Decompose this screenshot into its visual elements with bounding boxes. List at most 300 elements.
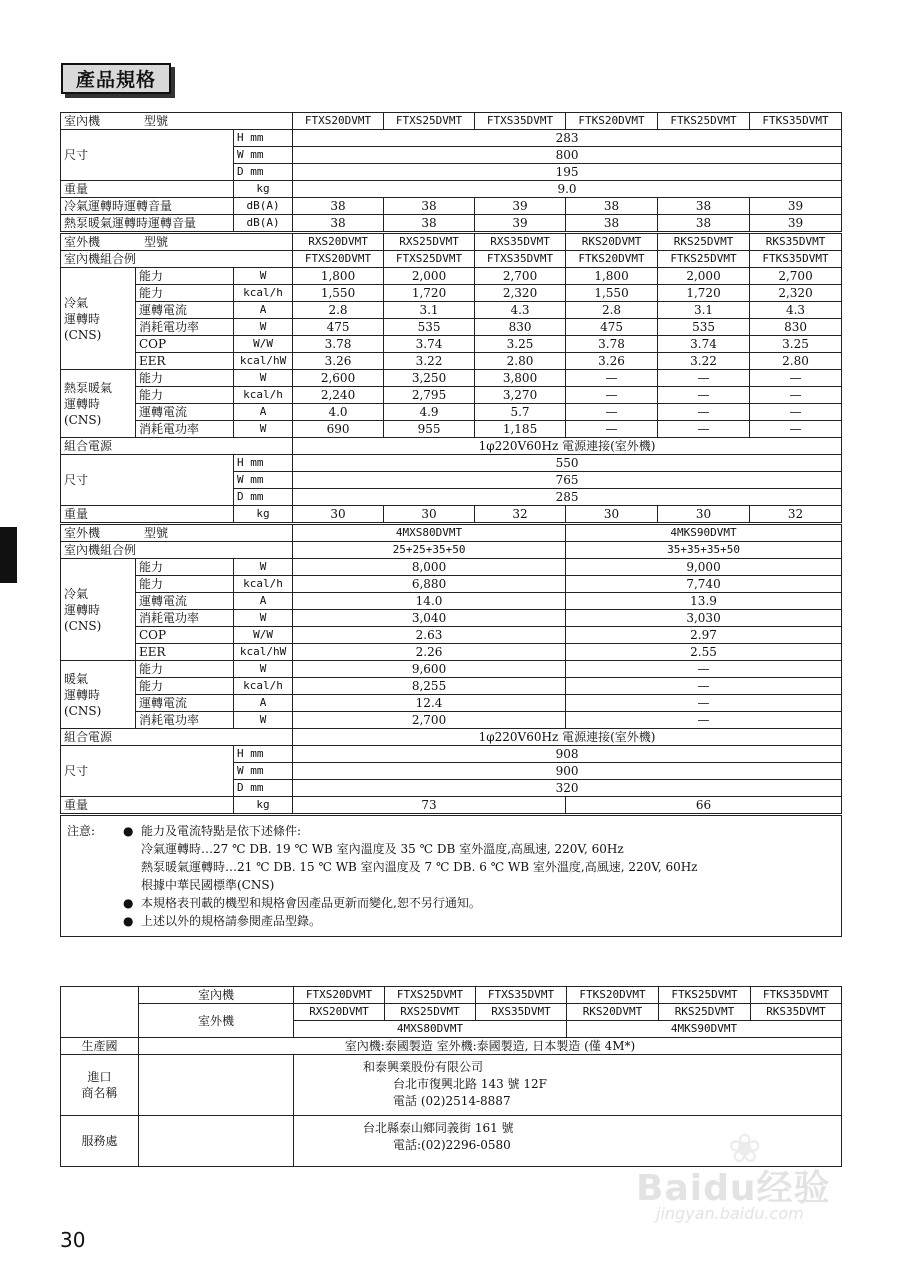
size-label: 尺寸 [61, 130, 234, 181]
model-header-cell [61, 233, 293, 251]
metric-label: 消耗電功率 [136, 712, 234, 729]
metric-value: 1,800 [566, 268, 658, 285]
spec-row [61, 319, 842, 336]
bullet-icon: ● [123, 914, 134, 928]
spec-row [61, 336, 842, 353]
power-value: 1φ220V60Hz 電源連接(室外機) [293, 729, 842, 746]
dim-unit: mm [250, 456, 264, 469]
spec-row [61, 387, 842, 404]
dim-label [234, 489, 293, 506]
type-label: 型號 [144, 526, 169, 540]
metric-value: 1,550 [566, 285, 658, 302]
importer-label-line: 商名稱 [81, 1086, 118, 1100]
info-outdoor-model: RKS20DVMT [567, 1004, 659, 1021]
info-outdoor-model: RKS25DVMT [659, 1004, 751, 1021]
metric-unit: W [234, 370, 293, 387]
spec-row [61, 113, 842, 130]
origin-value: 室內機:泰國製造 室外機:泰國製造, 日本製造 (僅 4M*) [139, 1038, 842, 1055]
metric-value: 2,700 [475, 268, 566, 285]
dim-label [234, 763, 293, 780]
metric-value: 2.80 [475, 353, 566, 370]
noise-value: 38 [658, 198, 750, 215]
metric-value: 2,000 [658, 268, 750, 285]
info-indoor-model: FTKS20DVMT [567, 987, 659, 1004]
metric-label: EER [136, 644, 234, 661]
importer-label-line: 進口 [87, 1070, 112, 1084]
metric-value: 5.7 [475, 404, 566, 421]
metric-value: 8,000 [293, 559, 566, 576]
metric-unit: W/W [234, 627, 293, 644]
metric-label: EER [136, 353, 234, 370]
group-label-line: 運轉時 [64, 602, 101, 617]
model-label: 室內機 [64, 114, 101, 128]
dim-axis: D [237, 781, 244, 794]
metric-value: 1,185 [475, 421, 566, 438]
metric-value: — [658, 404, 750, 421]
model-name: RXS20DVMT [293, 233, 384, 251]
metric-value: 3,040 [293, 610, 566, 627]
metric-value: 2,700 [293, 712, 566, 729]
info-indoor-model: FTXS25DVMT [385, 987, 476, 1004]
dim-value: 800 [293, 147, 842, 164]
metric-value: 2.80 [750, 353, 842, 370]
metric-value: — [566, 695, 842, 712]
info-table [60, 986, 842, 1167]
watermark [632, 1126, 842, 1232]
info-outdoor-multi: 4MKS90DVMT [567, 1021, 842, 1038]
metric-value: 535 [384, 319, 475, 336]
metric-unit: kcal/hW [234, 353, 293, 370]
metric-unit: W/W [234, 336, 293, 353]
dim-value: 195 [293, 164, 842, 181]
type-label: 型號 [144, 235, 169, 249]
metric-label: COP [136, 336, 234, 353]
paw-icon: ❀ [728, 1126, 762, 1172]
spec-row [61, 559, 842, 576]
combo-value: 35+35+35+50 [566, 542, 842, 559]
dim-label [234, 455, 293, 472]
metric-value: 3.1 [658, 302, 750, 319]
info-outdoor-model: RKS35DVMT [751, 1004, 842, 1021]
noise-unit: dB(A) [234, 215, 293, 233]
spec-row [61, 506, 842, 524]
dim-label [234, 164, 293, 181]
service-address: 台北縣泰山鄉同義街 161 號 [363, 1121, 514, 1135]
combo-value: 25+25+35+50 [293, 542, 566, 559]
metric-unit: A [234, 302, 293, 319]
spec-row [61, 215, 842, 233]
metric-label: 能力 [136, 661, 234, 678]
noise-value: 38 [293, 198, 384, 215]
metric-value: 475 [293, 319, 384, 336]
metric-value: 4.9 [384, 404, 475, 421]
spec-row [61, 661, 842, 678]
metric-value: 2.8 [293, 302, 384, 319]
metric-label: 能力 [136, 268, 234, 285]
metric-label: 能力 [136, 285, 234, 302]
spec-row [61, 370, 842, 387]
service-label: 服務處 [61, 1116, 139, 1167]
metric-label: 能力 [136, 559, 234, 576]
note-condition: 熱泵暖氣運轉時…21 ℃ DB. 15 ℃ WB 室內溫度及 7 ℃ DB. 6 ℃ WB 室外溫度,高風速, 220V, 60Hz [141, 860, 698, 874]
heat-group-label [61, 370, 136, 438]
metric-value: 3,800 [475, 370, 566, 387]
metric-value: 690 [293, 421, 384, 438]
group-label-line: 熱泵暖氣 [64, 380, 113, 395]
weight-value: 30 [293, 506, 384, 524]
combo-model: FTXS35DVMT [475, 251, 566, 268]
metric-value: 3.25 [750, 336, 842, 353]
metric-value: — [566, 661, 842, 678]
note-item: 能力及電流特點是依下述條件: [141, 824, 302, 838]
metric-label: 運轉電流 [136, 404, 234, 421]
model-name: RXS35DVMT [475, 233, 566, 251]
dim-unit: mm [250, 747, 264, 760]
weight-value: 32 [750, 506, 842, 524]
spec-row [61, 130, 842, 147]
spec-row [61, 181, 842, 198]
noise-value: 39 [750, 198, 842, 215]
metric-value: 2.97 [566, 627, 842, 644]
spec-row [61, 524, 842, 542]
metric-value: 3.74 [384, 336, 475, 353]
metric-value: 3.25 [475, 336, 566, 353]
noise-unit: dB(A) [234, 198, 293, 215]
origin-label: 生產國 [61, 1038, 139, 1055]
info-outdoor-model: RXS25DVMT [385, 1004, 476, 1021]
dim-label [234, 472, 293, 489]
info-indoor-model: FTKS35DVMT [751, 987, 842, 1004]
metric-label: 能力 [136, 370, 234, 387]
dim-unit: mm [250, 165, 264, 178]
spec-row [61, 302, 842, 319]
note-condition: 根據中華民國標準(CNS) [141, 878, 275, 892]
info-model-blank [61, 987, 139, 1038]
metric-value: — [566, 421, 658, 438]
service-phone: 電話:(02)2296-0580 [393, 1138, 511, 1152]
info-outdoor-multi: 4MXS80DVMT [294, 1021, 567, 1038]
info-indoor-model: FTXS35DVMT [476, 987, 567, 1004]
group-label-line: 運轉時 [64, 396, 101, 411]
spec-row [61, 746, 842, 763]
metric-value: 2,700 [750, 268, 842, 285]
model-name: RKS35DVMT [750, 233, 842, 251]
metric-value: 1,720 [384, 285, 475, 302]
metric-unit: kcal/hW [234, 644, 293, 661]
noise-value: 38 [384, 215, 475, 233]
spec-row [61, 233, 842, 251]
spec-row [61, 251, 842, 268]
weight-unit: kg [234, 797, 293, 815]
metric-label: 能力 [136, 678, 234, 695]
metric-unit: kcal/h [234, 678, 293, 695]
model-label: 室外機 [64, 235, 101, 249]
spec-row [61, 729, 842, 746]
spec-row [61, 797, 842, 815]
group-label-line: 冷氣 [64, 586, 89, 601]
metric-value: 3.1 [384, 302, 475, 319]
noise-value: 39 [475, 215, 566, 233]
dim-axis: H [237, 747, 244, 760]
spec-row [61, 404, 842, 421]
metric-unit: A [234, 593, 293, 610]
info-indoor-model: FTXS20DVMT [294, 987, 385, 1004]
spec-row [61, 644, 842, 661]
model-name: FTXS25DVMT [384, 113, 475, 130]
model-label: 室外機 [64, 526, 101, 540]
combo-model: FTKS35DVMT [750, 251, 842, 268]
metric-value: 4.0 [293, 404, 384, 421]
notes-cell [61, 815, 842, 937]
noise-value: 38 [566, 198, 658, 215]
importer-label [61, 1055, 139, 1116]
dim-value: 550 [293, 455, 842, 472]
info-outdoor-label: 室外機 [139, 1004, 294, 1038]
metric-value: 9,600 [293, 661, 566, 678]
model-name: FTKS20DVMT [566, 113, 658, 130]
metric-value: 3.78 [566, 336, 658, 353]
section-title: 產品規格 [61, 63, 171, 94]
metric-unit: W [234, 610, 293, 627]
spec-row [61, 627, 842, 644]
dim-value: 765 [293, 472, 842, 489]
model-name: 4MKS90DVMT [566, 524, 842, 542]
metric-value: 830 [475, 319, 566, 336]
dim-unit: mm [250, 473, 264, 486]
notes-label: 注意: [67, 824, 96, 838]
weight-unit: kg [234, 181, 293, 198]
metric-value: 1,800 [293, 268, 384, 285]
combo-model: FTKS20DVMT [566, 251, 658, 268]
bullet-icon: ● [123, 896, 134, 910]
info-outdoor-model: RXS20DVMT [294, 1004, 385, 1021]
importer-phone: 電話 (02)2514-8887 [393, 1094, 511, 1108]
model-name: FTXS35DVMT [475, 113, 566, 130]
group-label-line: (CNS) [64, 412, 102, 427]
weight-label: 重量 [61, 506, 234, 524]
model-name: RKS20DVMT [566, 233, 658, 251]
metric-label: 運轉電流 [136, 593, 234, 610]
metric-value: — [658, 387, 750, 404]
metric-value: — [750, 370, 842, 387]
spec-row [61, 438, 842, 455]
group-label-line: 暖氣 [64, 671, 89, 686]
dim-axis: H [237, 456, 244, 469]
metric-value: 3.74 [658, 336, 750, 353]
group-label-line: (CNS) [64, 327, 102, 342]
spec-row [61, 285, 842, 302]
weight-value: 9.0 [293, 181, 842, 198]
weight-value: 30 [566, 506, 658, 524]
metric-value: — [750, 421, 842, 438]
metric-value: 3.26 [293, 353, 384, 370]
combo-model: FTXS20DVMT [293, 251, 384, 268]
dim-label [234, 130, 293, 147]
metric-value: 4.3 [750, 302, 842, 319]
info-outdoor-model: RXS35DVMT [476, 1004, 567, 1021]
group-label-line: (CNS) [64, 703, 102, 718]
metric-value: 3,270 [475, 387, 566, 404]
metric-unit: W [234, 712, 293, 729]
metric-label: 能力 [136, 387, 234, 404]
metric-value: 2,320 [750, 285, 842, 302]
size-label: 尺寸 [61, 746, 234, 797]
spec-table [60, 112, 842, 937]
cool-group-label [61, 268, 136, 370]
importer-block [294, 1055, 842, 1116]
metric-unit: W [234, 268, 293, 285]
noise-value: 38 [384, 198, 475, 215]
weight-label: 重量 [61, 181, 234, 198]
model-name: FTKS25DVMT [658, 113, 750, 130]
importer-name: 和泰興業股份有限公司 [363, 1060, 484, 1074]
spec-row [61, 712, 842, 729]
noise-value: 38 [658, 215, 750, 233]
watermark-url: jingyan.baidu.com [656, 1204, 804, 1223]
metric-value: 535 [658, 319, 750, 336]
group-label-line: 運轉時 [64, 311, 101, 326]
heat-group-label [61, 661, 136, 729]
spec-row [61, 455, 842, 472]
metric-value: 3.26 [566, 353, 658, 370]
dim-axis: W [237, 148, 244, 161]
info-indoor-label: 室內機 [139, 987, 294, 1004]
metric-value: — [658, 370, 750, 387]
metric-value: — [750, 404, 842, 421]
metric-value: 2.26 [293, 644, 566, 661]
metric-unit: A [234, 404, 293, 421]
weight-value: 30 [384, 506, 475, 524]
weight-value: 66 [566, 797, 842, 815]
weight-value: 30 [658, 506, 750, 524]
metric-unit: kcal/h [234, 387, 293, 404]
watermark-logo: Baidu经验 [636, 1168, 831, 1209]
metric-value: 2.8 [566, 302, 658, 319]
metric-label: 消耗電功率 [136, 421, 234, 438]
power-label: 組合電源 [61, 729, 293, 746]
metric-value: 7,740 [566, 576, 842, 593]
metric-label: 消耗電功率 [136, 319, 234, 336]
metric-unit: W [234, 319, 293, 336]
dim-value: 285 [293, 489, 842, 506]
group-label-line: 冷氣 [64, 295, 89, 310]
group-label-line: (CNS) [64, 618, 102, 633]
metric-value: 6,880 [293, 576, 566, 593]
metric-value: 14.0 [293, 593, 566, 610]
metric-label: 消耗電功率 [136, 610, 234, 627]
metric-value: 1,720 [658, 285, 750, 302]
metric-value: — [566, 678, 842, 695]
metric-value: 3,250 [384, 370, 475, 387]
dim-value: 320 [293, 780, 842, 797]
note-item: 上述以外的規格請參閱產品型錄。 [141, 914, 322, 928]
metric-value: — [566, 404, 658, 421]
dim-axis: W [237, 764, 244, 777]
metric-value: 2,240 [293, 387, 384, 404]
cool-group-label [61, 559, 136, 661]
noise-value: 38 [566, 215, 658, 233]
spec-row [61, 576, 842, 593]
spec-row [61, 542, 842, 559]
note-condition: 冷氣運轉時…27 ℃ DB. 19 ℃ WB 室內溫度及 35 ℃ DB 室外溫度,高風速, 220V, 60Hz [141, 842, 624, 856]
metric-value: 4.3 [475, 302, 566, 319]
weight-value: 32 [475, 506, 566, 524]
dim-unit: mm [250, 781, 264, 794]
note-item: 本規格表刊載的機型和規格會因產品更新而變化,恕不另行通知。 [141, 896, 481, 910]
power-label: 組合電源 [61, 438, 293, 455]
metric-value: 2,600 [293, 370, 384, 387]
dim-label [234, 147, 293, 164]
spec-row [61, 268, 842, 285]
noise-label: 冷氣運轉時運轉音量 [61, 198, 234, 215]
combo-model: FTXS25DVMT [384, 251, 475, 268]
metric-unit: W [234, 661, 293, 678]
dim-label [234, 780, 293, 797]
metric-value: 2,000 [384, 268, 475, 285]
weight-value: 73 [293, 797, 566, 815]
metric-value: — [566, 712, 842, 729]
metric-value: 12.4 [293, 695, 566, 712]
metric-label: 運轉電流 [136, 302, 234, 319]
size-label: 尺寸 [61, 455, 234, 506]
metric-value: 830 [750, 319, 842, 336]
spec-row [61, 198, 842, 215]
metric-label: COP [136, 627, 234, 644]
metric-value: 955 [384, 421, 475, 438]
type-label: 型號 [144, 114, 169, 128]
dim-axis: D [237, 165, 244, 178]
combo-label: 室內機組合例 [61, 251, 293, 268]
spec-row [61, 610, 842, 627]
noise-value: 39 [750, 215, 842, 233]
dim-unit: mm [250, 131, 264, 144]
spec-row [61, 678, 842, 695]
dim-unit: mm [250, 148, 264, 161]
side-index-tab [0, 527, 17, 583]
dim-value: 908 [293, 746, 842, 763]
model-name: 4MXS80DVMT [293, 524, 566, 542]
noise-label: 熱泵暖氣運轉時運轉音量 [61, 215, 234, 233]
combo-label: 室內機組合例 [61, 542, 293, 559]
spec-row [61, 421, 842, 438]
spec-row [61, 695, 842, 712]
importer-address: 台北市復興北路 143 號 12F [393, 1077, 547, 1091]
spec-row [61, 593, 842, 610]
metric-value: 2,320 [475, 285, 566, 302]
metric-value: 8,255 [293, 678, 566, 695]
metric-value: 2,795 [384, 387, 475, 404]
metric-value: 9,000 [566, 559, 842, 576]
group-label-line: 運轉時 [64, 687, 101, 702]
metric-value: 2.55 [566, 644, 842, 661]
info-indoor-model: FTKS25DVMT [659, 987, 751, 1004]
service-blank [139, 1116, 294, 1167]
metric-value: — [566, 387, 658, 404]
metric-unit: W [234, 559, 293, 576]
metric-unit: W [234, 421, 293, 438]
metric-unit: kcal/h [234, 576, 293, 593]
power-value: 1φ220V60Hz 電源連接(室外機) [293, 438, 842, 455]
dim-value: 283 [293, 130, 842, 147]
metric-value: — [658, 421, 750, 438]
spec-row [61, 353, 842, 370]
metric-value: 1,550 [293, 285, 384, 302]
dim-unit: mm [250, 490, 264, 503]
combo-model: FTKS25DVMT [658, 251, 750, 268]
metric-value: 3.22 [658, 353, 750, 370]
model-header-cell [61, 524, 293, 542]
metric-value: 3,030 [566, 610, 842, 627]
